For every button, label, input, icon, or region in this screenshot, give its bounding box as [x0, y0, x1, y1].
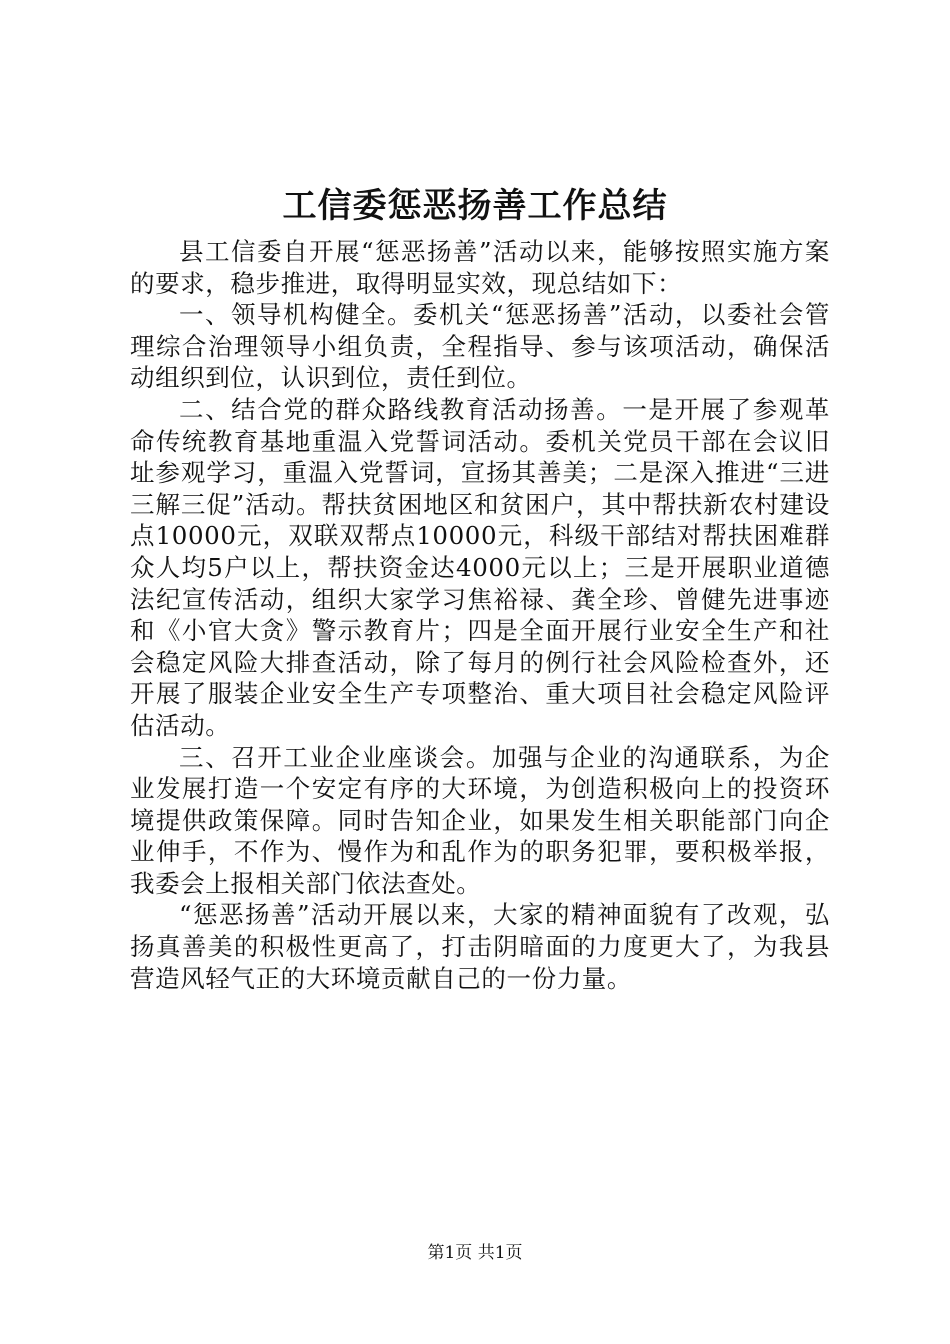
paragraph-section-1: 一、领导机构健全。委机关“惩恶扬善”活动，以委社会管理综合治理领导小组负责，全程指导、参与该项活动，确保活动组织到位，认识到位，责任到位。 [130, 300, 830, 393]
document-body [130, 236, 830, 994]
paragraph-section-3: 三、召开工业企业座谈会。加强与企业的沟通联系，为企业发展打造一个安定有序的大环境，为创造积极向上的投资环境提供政策保障。同时告知企业，如果发生相关职能部门向企业伸手，不作为、慢作为和乱作为的职务犯罪，要积极举报，我委会上报相关部门依法查处。 [130, 742, 830, 898]
paragraph-section-2: 二、结合党的群众路线教育活动扬善。一是开展了参观革命传统教育基地重温入党誓词活动。委机关党员干部在会议旧址参观学习，重温入党誓词，宣扬其善美；二是深入推进“三进三解三促”活动。帮扶贫困地区和贫困户，其中帮扶新农村建设点10000元，双联双帮点10000元，科级干部结对帮扶困难群众人均5户以上，帮扶资金达4000元以上；三是开展职业道德法纪宣传活动，组织大家学习焦裕禄、龚全珍、曾健先进事迹和《小官大贪》警示教育片；四是全面开展行业安全生产和社会稳定风险大排查活动，除了每月的例行社会风险检查外，还开展了服装企业安全生产专项整治、重大项目社会稳定风险评估活动。 [130, 394, 830, 740]
paragraph-conclusion: “惩恶扬善”活动开展以来，大家的精神面貌有了改观，弘扬真善美的积极性更高了，打击阴暗面的力度更大了，为我县营造风轻气正的大环境贡献自己的一份力量。 [130, 900, 830, 993]
page-footer: 第1页 共1页 [427, 1243, 523, 1263]
document-title: 工信委惩恶扬善工作总结 [282, 186, 668, 226]
paragraph-intro: 县工信委自开展“惩恶扬善”活动以来，能够按照实施方案的要求，稳步推进，取得明显实效，现总结如下： [130, 237, 830, 298]
